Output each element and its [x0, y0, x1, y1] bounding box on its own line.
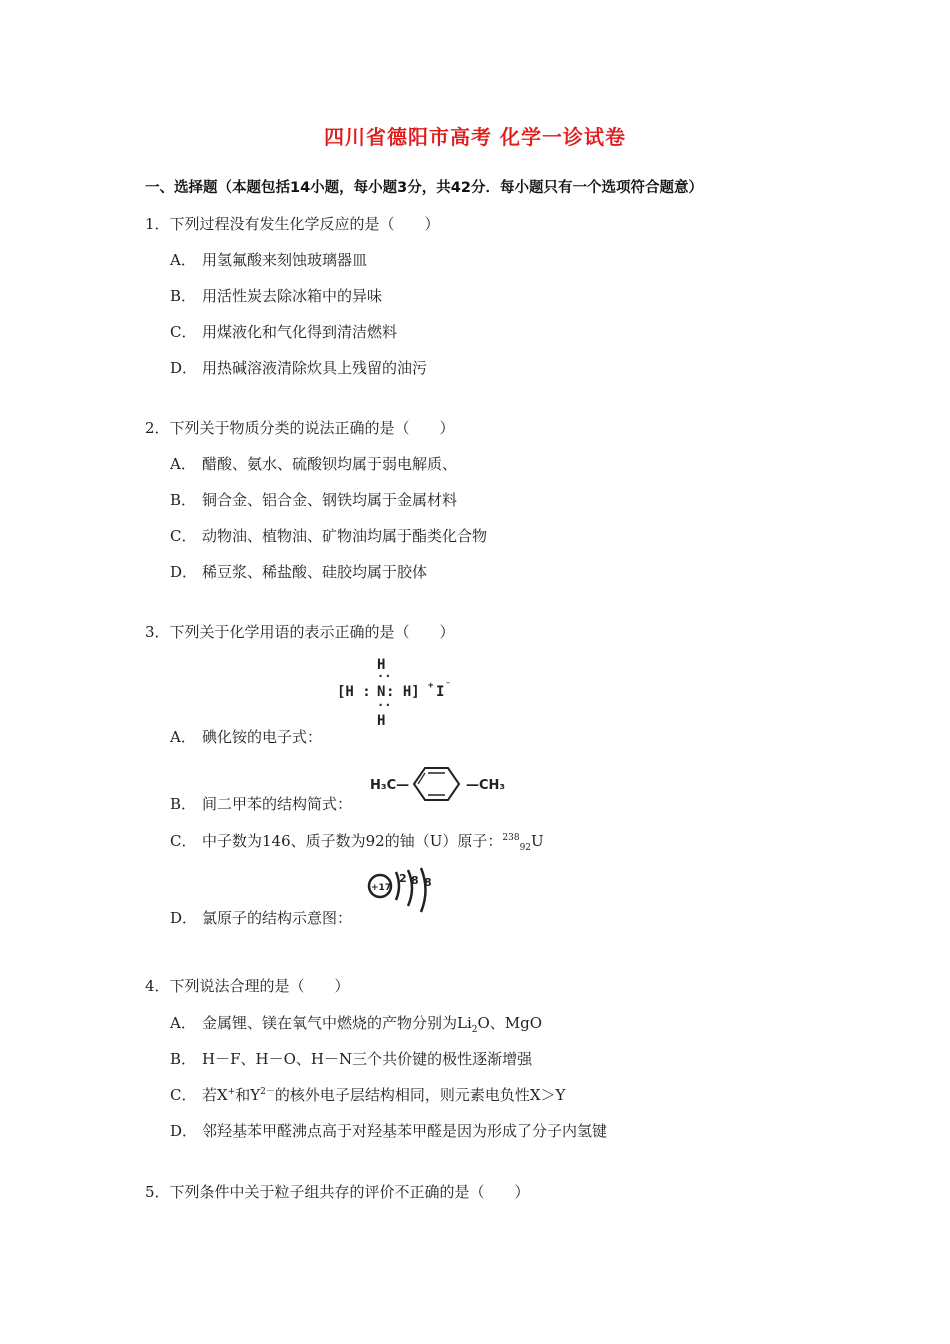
xylene-left-group: H₃C— — [370, 778, 410, 793]
question-1-option-d[interactable]: D． 用热碱溶液清除炊具上残留的油污 — [170, 359, 428, 377]
formula-dots-top: ·· — [377, 669, 392, 683]
question-4-option-b[interactable]: B． H－F、H－O、H－N三个共价键的极性逐渐增强 — [170, 1050, 533, 1068]
formula-iodide: I — [436, 684, 445, 700]
question-4-option-d[interactable]: D． 邻羟基苯甲醛沸点高于对羟基苯甲醛是因为形成了分子内氢键 — [170, 1122, 608, 1140]
xylene-right-group: —CH₃ — [466, 778, 506, 793]
question-1-option-a[interactable]: A． 用氢氟酸来刻蚀玻璃器皿 — [170, 251, 368, 269]
ammonium-iodide-electron-formula — [335, 655, 460, 729]
formula-left: [H : — [337, 684, 371, 700]
question-2-stem: 2．下列关于物质分类的说法正确的是（ ） — [145, 419, 455, 437]
uranium-mass-number: 238 — [502, 833, 520, 843]
section-heading: 一、选择题（本题包括14小题，每小题3分，共42分．每小题只有一个选项符合题意） — [145, 180, 703, 196]
question-2-option-b[interactable]: B． 铜合金、铝合金、钢铁均属于金属材料 — [170, 491, 458, 509]
formula-minus: ⁻ — [445, 680, 452, 691]
question-3-option-b[interactable]: B． 间二甲苯的结构简式： — [170, 795, 353, 813]
question-4-stem: 4．下列说法合理的是（ ） — [145, 977, 350, 995]
xylene-structure — [368, 763, 518, 805]
question-3-option-c[interactable]: C． 中子数为146、质子数为92的铀（U）原子：$^{238}_{92}$U — [170, 832, 544, 853]
question-4-option-a[interactable]: A． 金属锂、镁在氧气中燃烧的产物分别为$Li_2O$、MgO — [170, 1014, 543, 1035]
formula-right: : H] — [386, 684, 420, 700]
formula-plus: + — [428, 681, 434, 691]
question-1-option-b[interactable]: B． 用活性炭去除冰箱中的异味 — [170, 287, 383, 305]
formula-h-top: H — [377, 657, 386, 673]
shell-3-electrons: 8 — [424, 876, 432, 889]
question-1-stem: 1．下列过程没有发生化学反应的是（ ） — [145, 215, 440, 233]
nucleus-charge: +17 — [371, 883, 392, 893]
question-5-stem: 5．下列条件中关于粒子组共存的评价不正确的是（ ） — [145, 1183, 530, 1201]
question-1-option-c[interactable]: C． 用煤液化和气化得到清洁燃料 — [170, 323, 398, 341]
page-title: 四川省德阳市高考 化学一诊试卷 — [324, 125, 626, 149]
formula-h-bottom: H — [377, 713, 386, 729]
uranium-atomic-number: 92 — [519, 843, 532, 853]
question-2-option-a[interactable]: A． 醋酸、氨水、硫酸钡均属于弱电解质、 — [170, 455, 458, 473]
formula-n: N — [377, 684, 386, 700]
formula-dots-bottom: ·· — [377, 698, 392, 712]
chlorine-atom-diagram — [366, 866, 438, 914]
question-2-option-d[interactable]: D． 稀豆浆、稀盐酸、硅胶均属于胶体 — [170, 563, 428, 581]
question-3-stem: 3．下列关于化学用语的表示正确的是（ ） — [145, 623, 455, 641]
question-4-option-c[interactable]: C． 若X+和$Y^{2-}$的核外电子层结构相同，则元素电负性X＞Y — [170, 1086, 566, 1104]
shell-1-electrons: 2 — [399, 872, 407, 885]
question-3-option-a[interactable]: A． 碘化铵的电子式： — [170, 728, 323, 746]
question-2-option-c[interactable]: C． 动物油、植物油、矿物油均属于酯类化合物 — [170, 527, 488, 545]
uranium-symbol: U — [531, 832, 544, 850]
shell-2-electrons: 8 — [411, 874, 419, 887]
question-3-option-d[interactable]: D． 氯原子的结构示意图： — [170, 909, 353, 927]
